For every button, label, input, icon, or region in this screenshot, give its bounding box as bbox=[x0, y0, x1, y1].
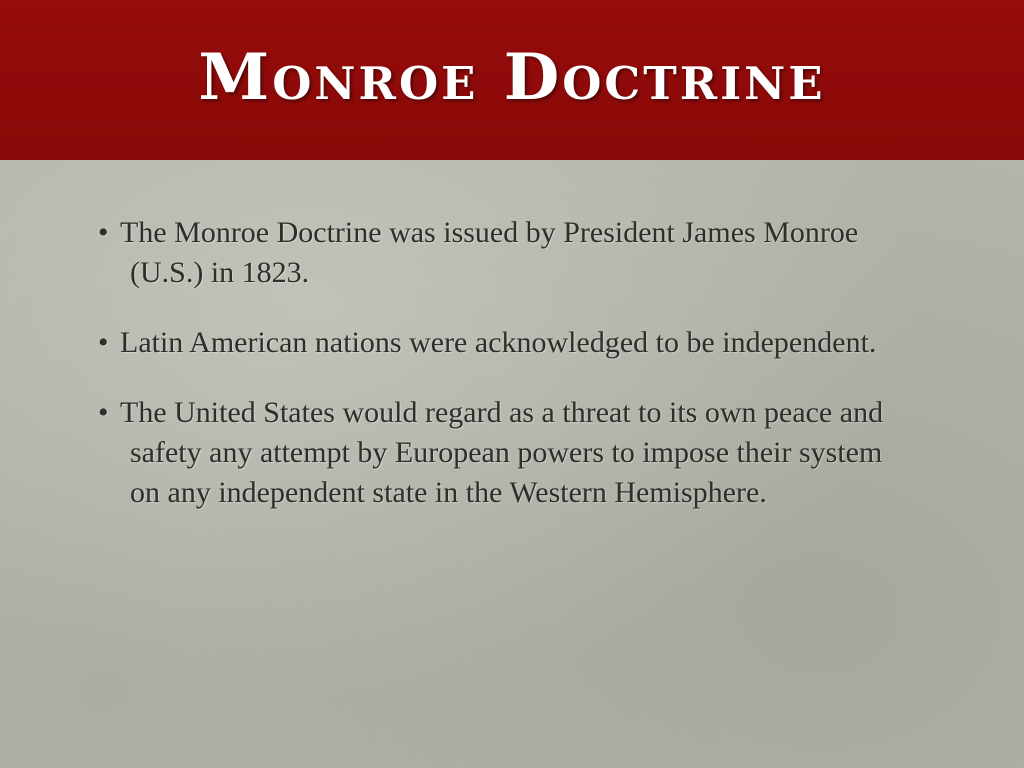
bullet-item bbox=[98, 323, 918, 363]
title-band bbox=[0, 0, 1024, 160]
bullet-text: Latin American nations were acknowledged to be independent. bbox=[120, 326, 877, 359]
bullet-item bbox=[98, 213, 918, 293]
slide-title: Monroe Doctrine bbox=[198, 40, 826, 115]
bullet-item bbox=[98, 393, 918, 513]
bullet-list bbox=[98, 213, 918, 543]
bullet-text: The United States would regard as a threat to its own peace and safety any attempt by European powers to impose their system on any independent state in the Western Hemisphere. bbox=[120, 396, 884, 509]
bullet-text: The Monroe Doctrine was issued by President James Monroe (U.S.) in 1823. bbox=[120, 216, 859, 289]
bullet-marker: • bbox=[98, 216, 109, 249]
bullet-marker: • bbox=[98, 396, 109, 429]
bullet-marker: • bbox=[98, 326, 109, 359]
